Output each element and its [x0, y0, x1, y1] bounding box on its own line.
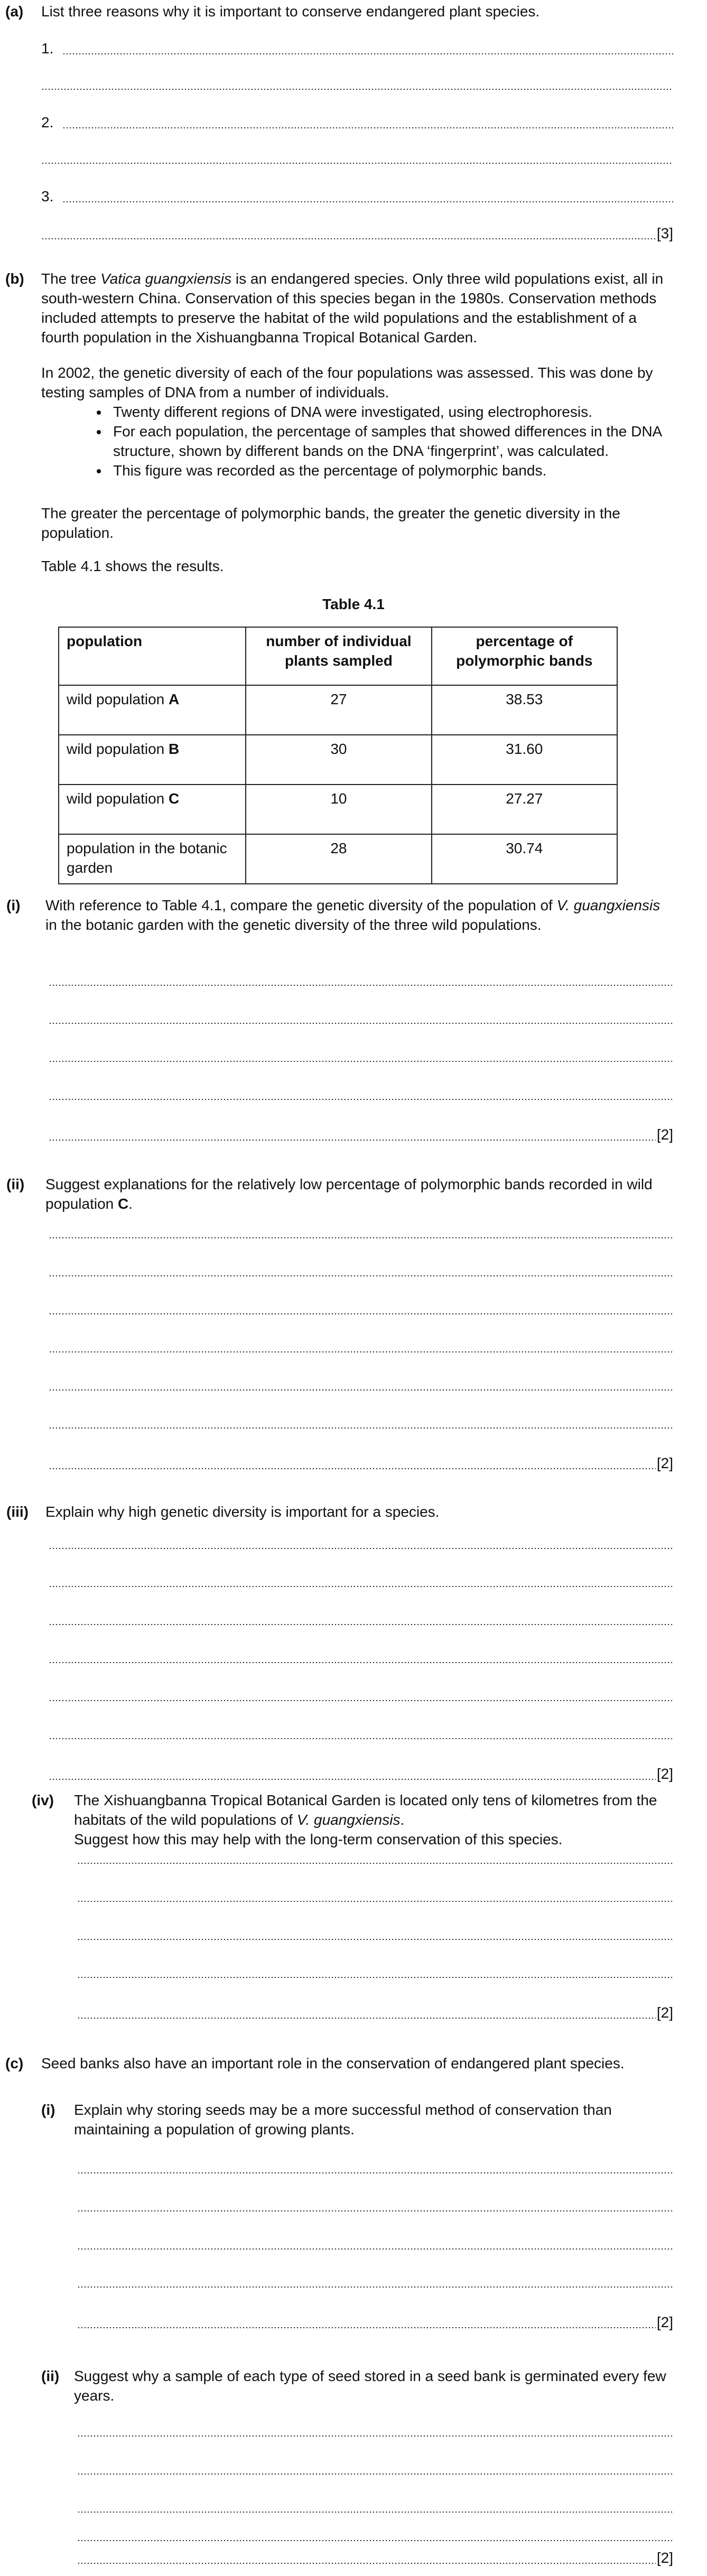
c-i-prompt: Explain why storing seeds may be a more successful method of conservation than maintaining a population of growing plants. — [74, 2102, 612, 2138]
answer-line[interactable] — [41, 163, 673, 164]
answer-line[interactable] — [49, 1624, 673, 1625]
answer-line-3[interactable] — [41, 187, 673, 207]
answer-line[interactable] — [77, 2172, 673, 2173]
answer-line-last[interactable] — [77, 2313, 673, 2332]
b-ii-prompt: Suggest explanations for the relatively low percentage of polymorphic bands recorded in wild population C. — [45, 1176, 653, 1212]
species-abbrev: V. guangxiensis — [296, 1811, 401, 1828]
table-row — [59, 834, 617, 884]
answer-line[interactable] — [49, 1427, 673, 1429]
answer-line[interactable] — [49, 1061, 673, 1062]
answer-line-last[interactable] — [49, 1454, 673, 1473]
cell-plants-sampled: 27 — [246, 685, 431, 735]
results-table — [58, 627, 618, 884]
part-c-label: (c) — [5, 2055, 24, 2071]
marks-label: [2] — [656, 1126, 673, 1143]
bullet-item: • This figure was recorded as the percentage of polymorphic bands. — [109, 461, 673, 481]
c-ii-label: (ii) — [41, 2368, 60, 2384]
species-abbrev: V. guangxiensis — [556, 897, 661, 913]
method-text: In 2002, the genetic diversity of each of the four populations was assessed. This was done by testing samples of DNA from a number of individuals. — [41, 365, 653, 400]
cell-population: wild population B — [59, 735, 246, 785]
answer-line[interactable] — [49, 1237, 673, 1238]
answer-line-2[interactable] — [41, 113, 673, 133]
b-iv-prompt-2: Suggest how this may help with the long-term conservation of this species. — [74, 1831, 563, 1847]
marks-label: [2] — [656, 2314, 673, 2330]
answer-line-last[interactable] — [77, 2549, 673, 2568]
answer-line[interactable] — [77, 1863, 673, 1864]
b-iii-prompt: Explain why high genetic diversity is important for a species. — [45, 1504, 440, 1520]
marks-label: [2] — [656, 2550, 673, 2566]
part-a-label: (a) — [5, 3, 24, 20]
answer-line[interactable] — [49, 1738, 673, 1739]
answer-line[interactable] — [49, 1099, 673, 1100]
table-row — [59, 685, 617, 735]
answer-line[interactable] — [77, 2435, 673, 2437]
b-i-prompt: With reference to Table 4.1, compare the genetic diversity of the population of V. guangxiensis in the botanic garden with the genetic diversity of the three wild populations. — [45, 897, 661, 933]
answer-line-last[interactable] — [49, 1765, 673, 1784]
table-caption: Table 4.1 — [322, 596, 385, 612]
answer-line[interactable] — [49, 1662, 673, 1663]
b-i-label: (i) — [6, 897, 21, 913]
marks-label: [2] — [656, 1455, 673, 1471]
polymorphic-paragraph: The greater the percentage of polymorphic bands, the greater the genetic diversity in the population. — [41, 505, 620, 541]
cell-polymorphic-bands: 30.74 — [432, 834, 617, 884]
cell-plants-sampled: 28 — [246, 834, 431, 884]
answer-number-3: 3. — [41, 188, 54, 204]
table-intro: Table 4.1 shows the results. — [41, 558, 224, 574]
cell-population: wild population C — [59, 785, 246, 834]
answer-line[interactable] — [77, 1977, 673, 1978]
answer-line[interactable] — [49, 1548, 673, 1549]
answer-line[interactable] — [49, 1275, 673, 1276]
answer-line[interactable] — [41, 89, 673, 90]
part-a-prompt: List three reasons why it is important to conserve endangered plant species. — [41, 3, 540, 20]
part-b-label: (b) — [5, 270, 24, 287]
cell-polymorphic-bands: 38.53 — [432, 685, 617, 735]
method-paragraph — [41, 363, 673, 481]
c-i-label: (i) — [41, 2102, 55, 2118]
cell-population: population in the botanic garden — [59, 834, 246, 884]
cell-population: wild population A — [59, 685, 246, 735]
answer-line[interactable] — [49, 1023, 673, 1024]
cell-polymorphic-bands: 27.27 — [432, 785, 617, 834]
table-row — [59, 735, 617, 785]
intro-text-1: The tree — [41, 270, 97, 287]
part-a — [0, 0, 707, 241]
answer-line[interactable] — [77, 1901, 673, 1902]
header-plants-sampled: number of individual plants sampled — [246, 627, 431, 685]
answer-line[interactable] — [49, 1389, 673, 1390]
intro-text-2: is an endangered species. Only three wild populations exist, all in south-western China. Conservation of this species began in the 1980s. Conservation methods included attempts to preserve the habitat of the wild populations and the establishment of a fourth population in the Xishuangbanna Tropical Botanical Garden. — [41, 270, 664, 346]
b-iii-label: (iii) — [6, 1504, 29, 1520]
b-iv-label: (iv) — [32, 1792, 54, 1808]
answer-line-last[interactable] — [49, 1125, 673, 1145]
b-ii-label: (ii) — [6, 1176, 25, 1192]
cell-polymorphic-bands: 31.60 — [432, 735, 617, 785]
b-iv-prompt: The Xishuangbanna Tropical Botanical Garden is located only tens of kilometres from the habitats of the wild populations of V. guangxiensis. Suggest how this may help with the long-term conservation of this species. — [74, 1792, 657, 1847]
part-c-prompt: Seed banks also have an important role in the conservation of endangered plant species. — [41, 2055, 625, 2071]
answer-line-last[interactable] — [77, 2003, 673, 2023]
answer-line[interactable] — [77, 2540, 673, 2541]
answer-line[interactable] — [77, 2512, 673, 2513]
table-row — [59, 785, 617, 834]
cell-plants-sampled: 10 — [246, 785, 431, 834]
marks-label: [2] — [656, 2004, 673, 2021]
answer-line[interactable] — [77, 2210, 673, 2211]
marks-label: [3] — [656, 225, 673, 241]
species-name: Vatica guangxiensis — [100, 270, 232, 287]
answer-line[interactable] — [77, 2248, 673, 2250]
method-bullets — [41, 403, 673, 481]
c-ii-prompt: Suggest why a sample of each type of seed stored in a seed bank is germinated every few years. — [74, 2368, 666, 2404]
header-population: population — [59, 627, 246, 685]
answer-number-1: 1. — [41, 40, 54, 57]
answer-line[interactable] — [49, 1313, 673, 1314]
cell-plants-sampled: 30 — [246, 735, 431, 785]
table-header-row — [59, 627, 617, 685]
answer-line[interactable] — [49, 985, 673, 986]
answer-number-2: 2. — [41, 114, 54, 130]
answer-line[interactable] — [49, 1586, 673, 1587]
answer-line-last[interactable] — [41, 224, 673, 244]
marks-label: [2] — [656, 1766, 673, 1782]
answer-line[interactable] — [77, 2286, 673, 2288]
answer-line[interactable] — [49, 1351, 673, 1352]
answer-line[interactable] — [77, 1939, 673, 1940]
header-polymorphic-bands: percentage of polymorphic bands — [432, 627, 617, 685]
answer-line-1[interactable] — [41, 39, 673, 59]
part-b-intro — [41, 269, 673, 348]
answer-line[interactable] — [49, 1700, 673, 1701]
bullet-item: • Twenty different regions of DNA were investigated, using electrophoresis. — [109, 403, 673, 422]
bullet-item: • For each population, the percentage of samples that showed differences in the DNA structure, shown by different bands on the DNA ‘fingerprint’, was calculated. — [109, 422, 673, 461]
answer-line[interactable] — [77, 2474, 673, 2475]
